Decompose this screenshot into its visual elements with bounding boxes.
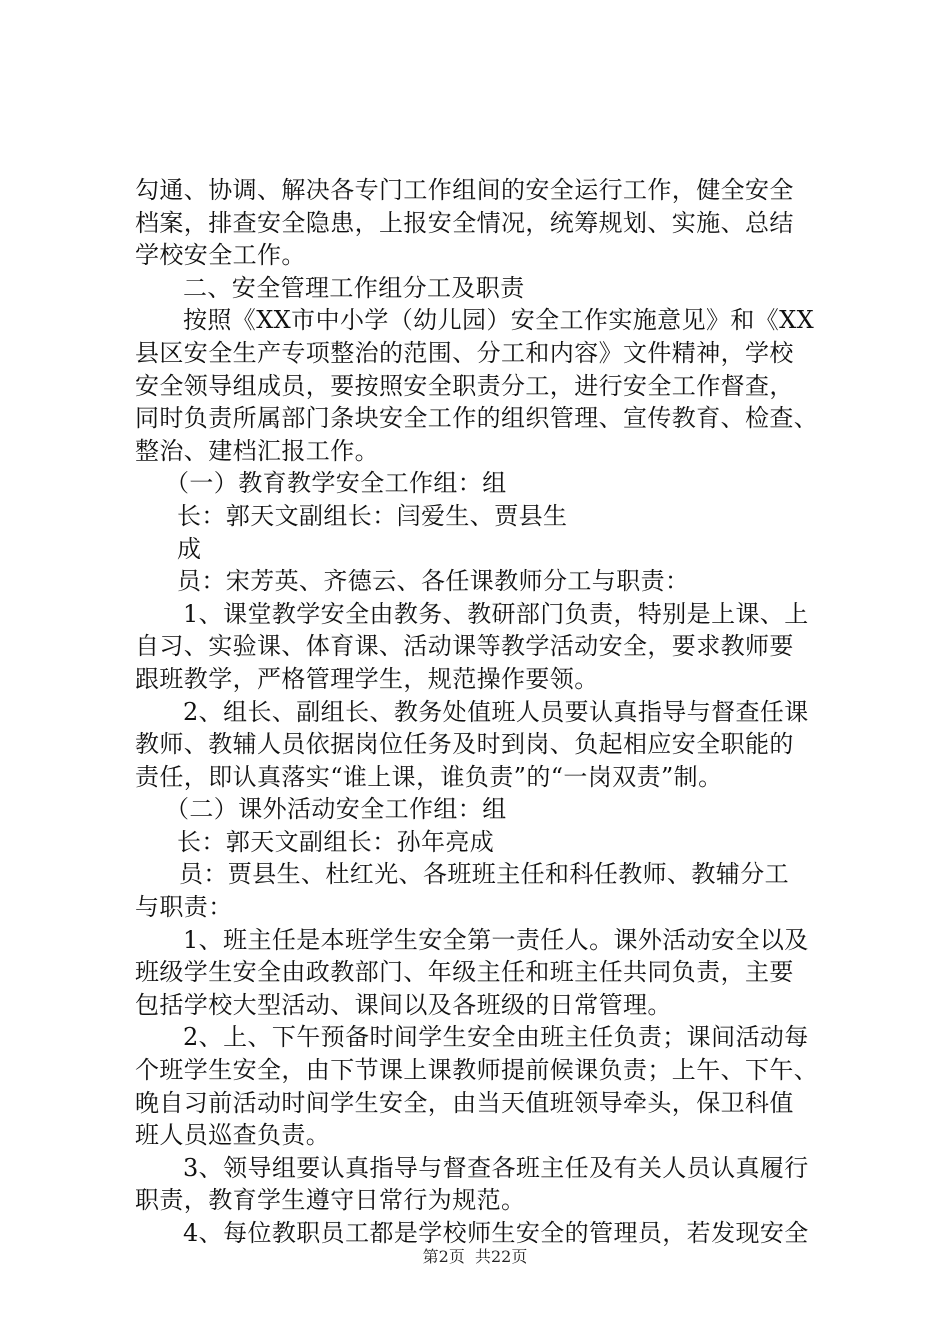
text-line: 县区安全生产专项整治的范围、分工和内容》文件精神，学校: [135, 338, 794, 367]
text-line: 跟班教学，严格管理学生，规范操作要领。: [135, 664, 599, 693]
page-number-label: 第2页 共22页: [422, 1247, 528, 1266]
text-line: 班级学生安全由政教部门、年级主任和班主任共同负责，主要: [135, 958, 794, 987]
text-line: 个班学生安全，由下节课上课教师提前候课负责；上午、下午、: [135, 1056, 819, 1085]
text-line: 同时负责所属部门条块安全工作的组织管理、宣传教育、检查、: [135, 404, 819, 433]
text-line: 1、课堂教学安全由教务、教研部门负责，特别是上课、上: [183, 599, 809, 628]
text-line: 教师、教辅人员依据岗位任务及时到岗、负起相应安全职能的: [135, 730, 794, 759]
text-line: 2、上、下午预备时间学生安全由班主任负责；课间活动每: [183, 1023, 809, 1052]
text-line: 2、组长、副组长、教务处值班人员要认真指导与督查任课: [183, 697, 809, 726]
text-line: 晚自习前活动时间学生安全，由当天值班领导牵头，保卫科值: [135, 1088, 794, 1117]
text-line: 档案，排查安全隐患，上报安全情况，统筹规划、实施、总结: [135, 208, 794, 237]
text-line: 按照《XX市中小学（幼儿园）安全工作实施意见》和《XX: [183, 306, 815, 335]
text-line: 员：宋芳英、齐德云、各任课教师分工与职责：: [177, 567, 690, 596]
text-line: 长：郭天文副组长：闫爱生、贾县生: [177, 501, 568, 530]
subsection-heading: （二）课外活动安全工作组：组: [165, 795, 507, 824]
page-footer: [0, 1244, 950, 1267]
text-line: 班人员巡查负责。: [135, 1121, 331, 1150]
document-body: [135, 174, 835, 1250]
section-heading: 二、安全管理工作组分工及职责: [183, 273, 525, 302]
text-line: 成: [177, 534, 202, 563]
text-line: 学校安全工作。: [135, 241, 306, 270]
text-line: 安全领导组成员，要按照安全职责分工，进行安全工作督查，: [135, 371, 794, 400]
text-line: 自习、实验课、体育课、活动课等教学活动安全，要求教师要: [135, 632, 794, 661]
text-line: 4、每位教职员工都是学校师生安全的管理员，若发现安全: [183, 1219, 809, 1247]
text-line: 整治、建档汇报工作。: [135, 436, 379, 465]
text-line: 员：贾县生、杜红光、各班班主任和科任教师、教辅分工: [179, 860, 789, 889]
text-line: 包括学校大型活动、课间以及各班级的日常管理。: [135, 990, 672, 1019]
text-line: 1、班主任是本班学生安全第一责任人。课外活动安全以及: [183, 925, 809, 954]
text-line: 3、领导组要认真指导与督查各班主任及有关人员认真履行: [183, 1153, 809, 1182]
subsection-heading: （一）教育教学安全工作组：组: [165, 469, 507, 498]
text-line: 与职责：: [135, 893, 233, 922]
text-line: 长：郭天文副组长：孙年亮成: [177, 827, 495, 856]
text-line: 勾通、协调、解决各专门工作组间的安全运行工作，健全安全: [135, 176, 794, 204]
text-line: 责任，即认真落实“谁上课，谁负责”的“一岗双责”制。: [135, 762, 723, 791]
text-line: 职责，教育学生遵守日常行为规范。: [135, 1186, 526, 1215]
